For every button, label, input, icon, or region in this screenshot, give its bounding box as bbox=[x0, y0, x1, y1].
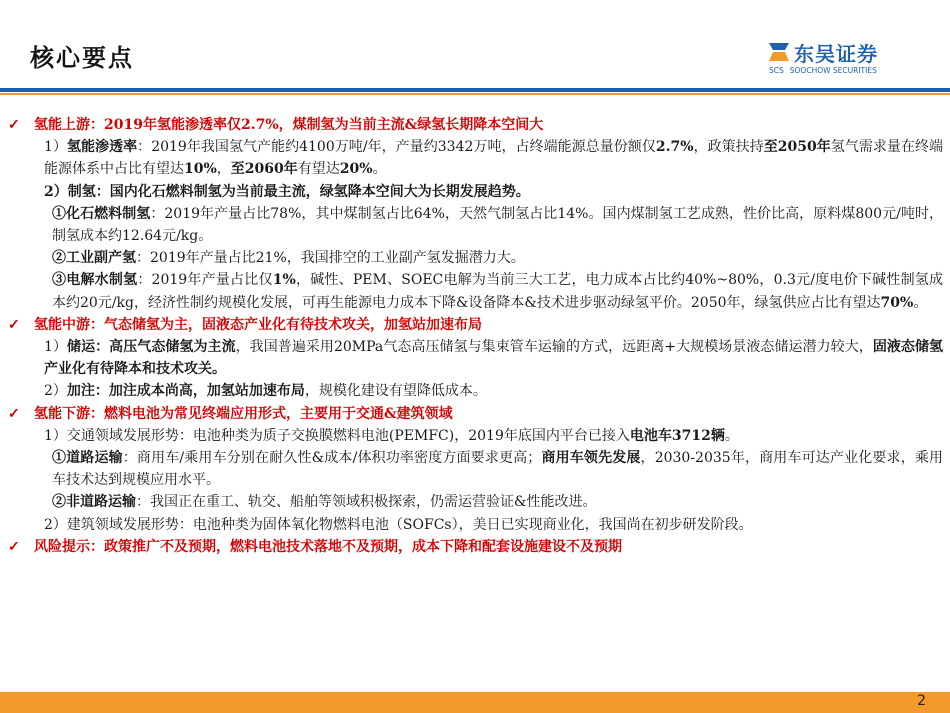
section-heading-midstream bbox=[8, 314, 943, 336]
check-icon: ✓ bbox=[8, 538, 20, 555]
section-heading-text: 氢能上游：2019年氢能渗透率仅2.7%，煤制氢为当前主流&绿氢长期降本空间大 bbox=[34, 117, 544, 133]
text: ：我国正在重工、轨交、船舶等领域积极探索，仍需运营验证&性能改进。 bbox=[136, 494, 597, 511]
footer-bar bbox=[0, 692, 950, 713]
logo-english-name: SOOCHOW SECURITIES bbox=[789, 66, 877, 75]
paragraph-fossil-fuel bbox=[8, 203, 943, 247]
paragraph-road-transport bbox=[8, 447, 943, 491]
section-heading-downstream bbox=[8, 403, 943, 425]
logo-sub bbox=[769, 66, 883, 75]
section-heading-text: 氢能下游：燃料电池为常见终端应用形式，主要用于交通&建筑领域 bbox=[34, 405, 453, 422]
text-bold: 10% bbox=[184, 161, 217, 178]
paragraph-hydrogen-production: 2）制氢：国内化石燃料制氢为当前最主流，绿氢降本空间大为长期发展趋势。 bbox=[44, 183, 530, 200]
company-logo bbox=[767, 38, 907, 78]
text-bold: 至2050年 bbox=[763, 139, 831, 156]
page-number: 2 bbox=[917, 693, 926, 709]
main-content bbox=[8, 114, 943, 558]
page-header bbox=[0, 0, 950, 90]
text-bold: ②工业副产氢 bbox=[52, 250, 136, 267]
text-bold: 70% bbox=[880, 294, 914, 311]
text: ，我国普遍采用20MPa气态高压储氢与集束管车运输的方式，远距离+大规模场景液态储运潜力较大， bbox=[235, 339, 873, 356]
text-bold: 商用车领先发展 bbox=[541, 450, 641, 467]
check-icon: ✓ bbox=[8, 405, 20, 422]
text-bold: 氢能渗透率 bbox=[66, 139, 138, 156]
header-divider bbox=[0, 88, 950, 92]
text-bold: 电池车3712辆 bbox=[629, 427, 725, 444]
text: ，2030-2035年，商用车可达产业化要求，乘用车技术达到规模应用水平。 bbox=[52, 450, 944, 489]
text: ， bbox=[216, 161, 231, 178]
logo-mark-icon bbox=[767, 40, 791, 64]
header-divider-blue bbox=[0, 88, 950, 92]
text: ，政策扶持 bbox=[693, 139, 764, 156]
page-title: 核心要点 bbox=[30, 44, 134, 72]
paragraph-penetration bbox=[8, 136, 943, 180]
paragraph-byproduct bbox=[8, 247, 943, 269]
paragraph-electrolysis bbox=[8, 269, 943, 313]
section-heading-text: 风险提示：政策推广不及预期，燃料电池技术落地不及预期，成本下降和配套设施建设不及预期 bbox=[34, 538, 622, 555]
text-bold: 加注：加注成本尚高，加氢站加速布局 bbox=[66, 383, 305, 400]
text: 有望达 bbox=[297, 161, 340, 178]
text: ：2019年产量占比仅 bbox=[137, 272, 273, 289]
text-bold: 储运：高压气态储氢为主流 bbox=[67, 339, 236, 356]
paragraph-storage-transport bbox=[8, 336, 943, 380]
text: 。 bbox=[913, 294, 928, 311]
text: 1） bbox=[44, 139, 67, 156]
text-bold: 至2060年 bbox=[230, 161, 298, 178]
section-heading-upstream bbox=[8, 114, 943, 136]
paragraph-building: 2）建筑领域发展形势：电池种类为固体氧化物燃料电池（SOFCs），美日已实现商业化，我国尚在初步研发阶段。 bbox=[44, 516, 753, 533]
section-heading-risk bbox=[8, 536, 943, 558]
paragraph-transport bbox=[8, 425, 943, 447]
text-bold: ②非道路运输 bbox=[52, 494, 136, 511]
text: 氢气需求量在终端能源体系中占比有望达 bbox=[44, 139, 944, 178]
check-icon: ✓ bbox=[8, 316, 20, 333]
paragraph-non-road-transport bbox=[8, 491, 943, 513]
paragraph-refueling bbox=[8, 380, 943, 402]
header-divider-orange bbox=[0, 93, 950, 95]
check-icon: ✓ bbox=[8, 117, 20, 133]
text: ，碱性、PEM、SOEC电解为当前三大工艺，电力成本占比约40%~80%，0.3元/度电价下碱性制氢成本约20元/kg，经济性制约规模化发展，可再生能源电力成本下降&设备降本&技术进步驱动绿氢平价。2050年，绿氢供应占比有望达 bbox=[52, 272, 944, 311]
text: 。 bbox=[724, 427, 739, 444]
logo-mark-text: SCS bbox=[769, 66, 784, 75]
text-bold: 2.7% bbox=[655, 139, 694, 156]
text-bold: ①化石燃料制氢 bbox=[52, 205, 151, 222]
text-bold: 20% bbox=[339, 161, 373, 178]
text: 。 bbox=[372, 161, 387, 178]
text-bold: ③电解水制氢 bbox=[52, 272, 138, 289]
text: ：2019年我国氢气产能约4100万吨/年，产量约3342万吨，占终端能源总量份额仅 bbox=[137, 139, 656, 156]
text-bold: 固液态储氢产业化有待降本和技术攻关。 bbox=[44, 339, 944, 378]
section-heading-text: 氢能中游：气态储氢为主，固液态产业化有待技术攻关，加氢站加速布局 bbox=[34, 316, 482, 333]
text-bold: 1% bbox=[272, 272, 296, 289]
text: 1）交通领域发展形势：电池种类为质子交换膜燃料电池(PEMFC)，2019年底国内平台已接入 bbox=[44, 427, 630, 444]
text-bold: ①道路运输 bbox=[52, 450, 123, 467]
text: ：商用车/乘用车分别在耐久性&成本/体积功率密度方面要求更高； bbox=[122, 450, 542, 467]
logo-name: 东吴证券 bbox=[794, 42, 878, 66]
text: 2） bbox=[44, 383, 67, 400]
text: ：2019年产量占比78%，其中煤制氢占比64%，天然气制氢占比14%。国内煤制氢工艺成熟，性价比高，原料煤800元/吨时，制氢成本约12.64元/kg。 bbox=[52, 205, 944, 245]
text: ：2019年产量占比21%，我国排空的工业副产氢发掘潜力大。 bbox=[136, 250, 525, 267]
text: ，规模化建设有望降低成本。 bbox=[304, 383, 487, 400]
text: 1） bbox=[44, 339, 68, 356]
